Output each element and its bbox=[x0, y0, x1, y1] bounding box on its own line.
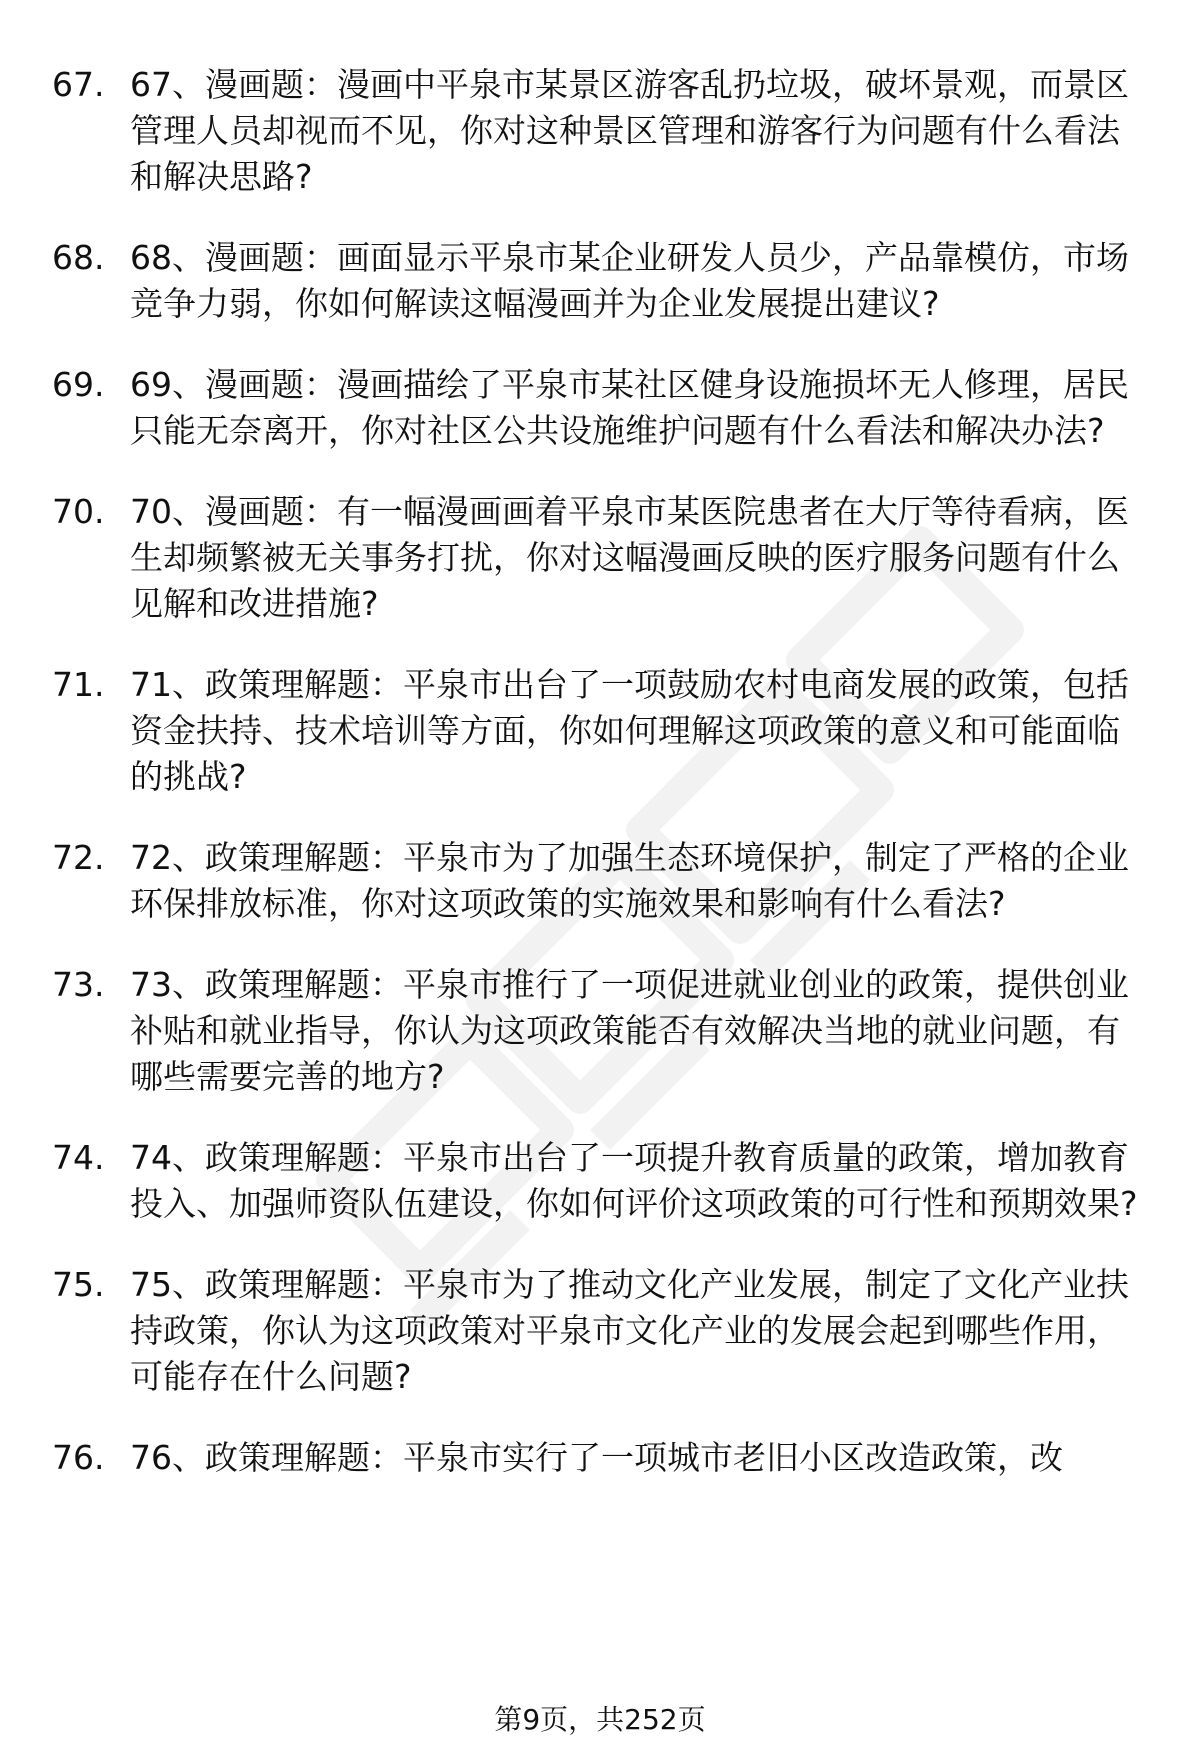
question-item bbox=[0, 362, 1200, 454]
question-text: 74、政策理解题：平泉市出台了一项提升教育质量的政策，增加教育投入、加强师资队伍建设，你如何评价这项政策的可行性和预期效果? bbox=[130, 1138, 1138, 1223]
question-number: 69. bbox=[52, 365, 105, 404]
question-item bbox=[0, 235, 1200, 327]
question-number: 75. bbox=[52, 1265, 105, 1304]
question-item bbox=[0, 1262, 1200, 1400]
question-number: 70. bbox=[52, 492, 105, 531]
question-number: 68. bbox=[52, 238, 105, 277]
question-text: 68、漫画题：画面显示平泉市某企业研发人员少，产品靠模仿，市场竞争力弱，你如何解读这幅漫画并为企业发展提出建议? bbox=[130, 238, 1129, 323]
question-text: 67、漫画题：漫画中平泉市某景区游客乱扔垃圾，破坏景观，而景区管理人员却视而不见，你对这种景区管理和游客行为问题有什么看法和解决思路? bbox=[130, 65, 1129, 196]
question-item bbox=[0, 1135, 1200, 1227]
question-text: 75、政策理解题：平泉市为了推动文化产业发展，制定了文化产业扶持政策，你认为这项政策对平泉市文化产业的发展会起到哪些作用，可能存在什么问题? bbox=[130, 1265, 1129, 1396]
question-number: 72. bbox=[52, 838, 105, 877]
question-text: 72、政策理解题：平泉市为了加强生态环境保护，制定了严格的企业环保排放标准，你对这项政策的实施效果和影响有什么看法? bbox=[130, 838, 1129, 923]
question-item bbox=[0, 1435, 1200, 1481]
question-text: 70、漫画题：有一幅漫画画着平泉市某医院患者在大厅等待看病，医生却频繁被无关事务打扰，你对这幅漫画反映的医疗服务问题有什么见解和改进措施? bbox=[130, 492, 1129, 623]
question-item bbox=[0, 489, 1200, 627]
page-footer: 第9页，共252页 bbox=[494, 1703, 706, 1736]
question-number: 76. bbox=[52, 1438, 105, 1477]
question-number: 74. bbox=[52, 1138, 105, 1177]
question-number: 73. bbox=[52, 965, 105, 1004]
question-text: 71、政策理解题：平泉市出台了一项鼓励农村电商发展的政策，包括资金扶持、技术培训等方面，你如何理解这项政策的意义和可能面临的挑战? bbox=[130, 665, 1129, 796]
question-number: 71. bbox=[52, 665, 105, 704]
question-text: 69、漫画题：漫画描绘了平泉市某社区健身设施损坏无人修理，居民只能无奈离开，你对社区公共设施维护问题有什么看法和解决办法? bbox=[130, 365, 1129, 450]
question-text: 73、政策理解题：平泉市推行了一项促进就业创业的政策，提供创业补贴和就业指导，你认为这项政策能否有效解决当地的就业问题，有哪些需要完善的地方? bbox=[130, 965, 1129, 1096]
question-text: 76、政策理解题：平泉市实行了一项城市老旧小区改造政策，改 bbox=[130, 1438, 1063, 1477]
question-item bbox=[0, 835, 1200, 927]
question-item bbox=[0, 962, 1200, 1100]
question-number: 67. bbox=[52, 65, 105, 104]
question-item bbox=[0, 662, 1200, 800]
question-item bbox=[0, 62, 1200, 200]
question-list bbox=[0, 62, 1200, 1516]
